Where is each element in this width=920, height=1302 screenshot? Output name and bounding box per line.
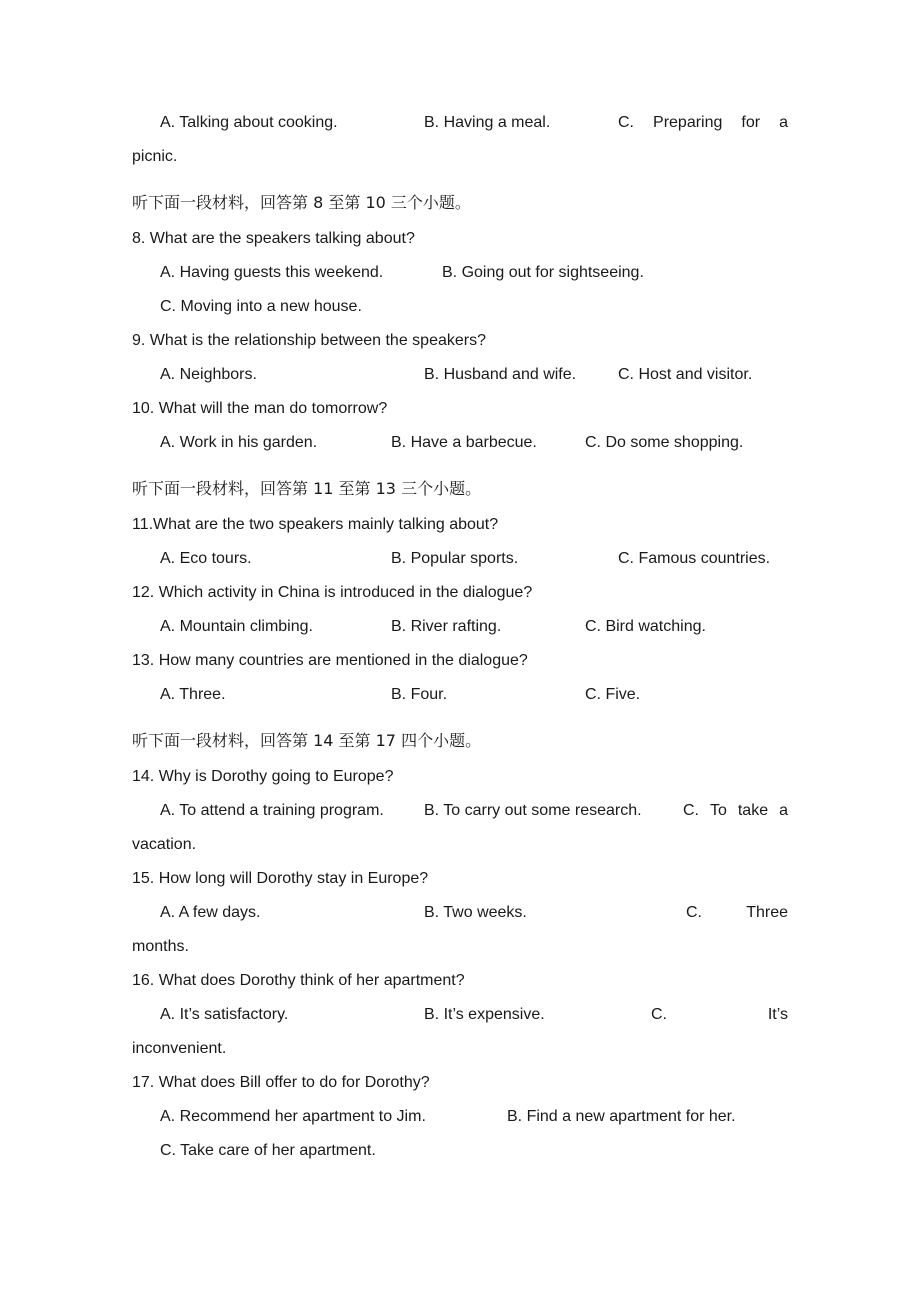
- option-b: B. Two weeks.: [424, 904, 527, 921]
- question: 8. What are the speakers talking about?: [132, 230, 415, 247]
- option-b: B. To carry out some research.: [424, 802, 642, 819]
- question: 10. What will the man do tomorrow?: [132, 400, 388, 417]
- question: 15. How long will Dorothy stay in Europe?: [132, 870, 429, 887]
- question: 12. Which activity in China is introduced in the dialogue?: [132, 584, 533, 601]
- word: a: [779, 114, 788, 131]
- option-c: C. Famous countries.: [618, 550, 771, 567]
- option-c: C. Take care of her apartment.: [160, 1142, 376, 1159]
- option-c: [686, 903, 788, 923]
- option-b: B. Going out for sightseeing.: [442, 264, 644, 281]
- word: for: [741, 114, 761, 131]
- option-a: A. Mountain climbing.: [160, 618, 313, 635]
- question: 13. How many countries are mentioned in the dialogue?: [132, 652, 528, 669]
- option-c: C. Host and visitor.: [618, 366, 753, 383]
- option-a: A. A few days.: [160, 904, 261, 921]
- option-c-cont: months.: [132, 938, 189, 955]
- option-a: A. To attend a training program.: [160, 802, 384, 819]
- q7-option-c-cont: picnic.: [132, 148, 178, 165]
- option-c: [683, 801, 788, 821]
- word: C.: [683, 802, 699, 819]
- option-a: A. Recommend her apartment to Jim.: [160, 1108, 426, 1125]
- option-b: B. Husband and wife.: [424, 366, 577, 383]
- option-a: A. Neighbors.: [160, 366, 257, 383]
- word: C.: [618, 114, 634, 131]
- word: C.: [651, 1006, 667, 1023]
- word: Preparing: [653, 114, 723, 131]
- option-c: C. Bird watching.: [585, 618, 706, 635]
- option-a: A. Work in his garden.: [160, 434, 318, 451]
- question: 9. What is the relationship between the speakers?: [132, 332, 486, 349]
- option-c: C. Do some shopping.: [585, 434, 744, 451]
- option-c-cont: vacation.: [132, 836, 197, 853]
- option-c: C. Five.: [585, 686, 641, 703]
- section-heading: 听下面一段材料，回答第 14 至第 17 四个小题。: [132, 731, 482, 750]
- word: a: [779, 802, 788, 819]
- option-a: A. It’s satisfactory.: [160, 1006, 289, 1023]
- question: 16. What does Dorothy think of her apartment?: [132, 972, 465, 989]
- word: Three: [746, 904, 788, 921]
- question: 14. Why is Dorothy going to Europe?: [132, 768, 394, 785]
- q7-option-c: [618, 113, 788, 133]
- option-b: B. Popular sports.: [391, 550, 519, 567]
- option-a: A. Three.: [160, 686, 226, 703]
- option-b: B. Four.: [391, 686, 448, 703]
- option-b: B. Find a new apartment for her.: [507, 1108, 736, 1125]
- q7-option-b: B. Having a meal.: [424, 114, 551, 131]
- question: 11.What are the two speakers mainly talking about?: [132, 516, 499, 533]
- word: take: [737, 802, 769, 819]
- option-b: B. Have a barbecue.: [391, 434, 537, 451]
- option-c-cont: inconvenient.: [132, 1040, 227, 1057]
- option-b: B. It’s expensive.: [424, 1006, 545, 1023]
- word: To: [709, 802, 727, 819]
- word: It’s: [767, 1006, 788, 1023]
- q7-option-a: A. Talking about cooking.: [160, 114, 338, 131]
- section-heading: 听下面一段材料，回答第 11 至第 13 三个小题。: [132, 479, 482, 498]
- option-c: C. Moving into a new house.: [160, 298, 362, 315]
- word: C.: [686, 904, 702, 921]
- question: 17. What does Bill offer to do for Dorothy?: [132, 1074, 430, 1091]
- option-b: B. River rafting.: [391, 618, 502, 635]
- option-a: A. Having guests this weekend.: [160, 264, 384, 281]
- option-a: A. Eco tours.: [160, 550, 252, 567]
- option-c: [651, 1005, 788, 1025]
- section-heading: 听下面一段材料，回答第 8 至第 10 三个小题。: [132, 193, 471, 212]
